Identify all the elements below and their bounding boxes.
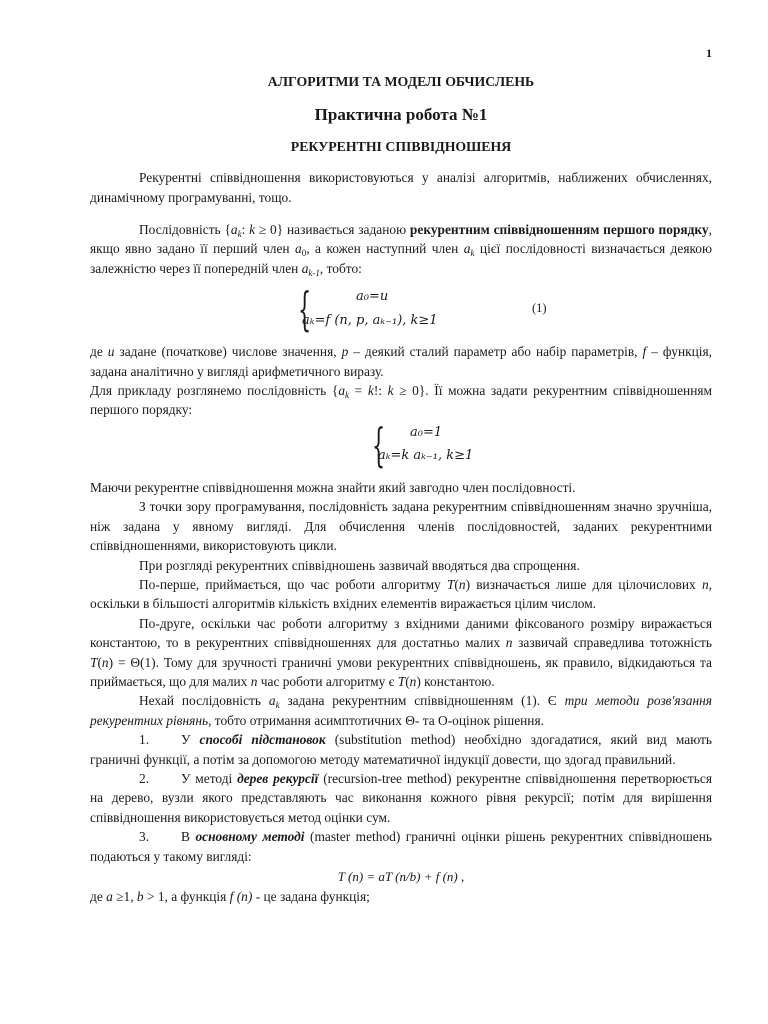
paragraph-three-methods: Нехай послідовність $a_k$ задана рекурентним співвідношенням (1). Є три методи розв'язання рекурентних рівнянь, тобто отримання асимптотичних Θ- та О-оцінок рішення. [90,693,712,728]
master-formula: T (n) = aT (n/b) + f (n) , [337,869,465,884]
equation-1-number: (1) [532,301,547,316]
paragraph-example: Для прикладу розглянемо послідовність {$a_k = k$!: k ≥ 0}. Її можна задати рекурентним співвідношенням першого порядку: [90,383,713,418]
topic-title: РЕКУРЕНТНІ СПІВВІДНОШЕНЯ [290,138,512,154]
equation-factorial-line-1: a₀=1 [410,424,443,440]
equation-1 [90,284,712,338]
work-title: Практична робота №1 [314,105,488,125]
list-item-recursion-tree: 2. У методі дерев рекурсії (recursion-tree method) рекурентне співвідношення перетворюється на дерево, вузли якого представляють час виконання кожного рівня рекурсії; потім для вирішення співвідношення використовується метод оцінки сум. [90,770,712,825]
equation-factorial [90,417,712,472]
equation-1-line-1: a₀=u [356,289,389,305]
paragraph-programming: З точки зору програмування, послідовність задана рекурентним співвідношенням значно зручніша, ніж задана у явному вигляді. Для обчислення членів послідовностей, заданих рекурентними співвідношеннями, використовують цикли. [90,499,712,554]
left-brace: { [298,282,312,337]
document-body [90,72,712,907]
paragraph-first-simplification: По-перше, приймається, що час роботи алгоритму T(n) визначається лише для цілочислових n, оскільки в більшості алгоритмів кількість вхідних елементів виражається цілим числом. [90,576,712,612]
left-brace: { [372,417,386,472]
equation-1-line-2: aₖ=f (n, p, aₖ₋₁), k≥1 [302,313,438,329]
paragraph-simplifications: При розгляді рекурентних співвідношень зазвичай вводяться два спрощення. [139,557,580,573]
paragraph-master-conditions: де a ≥1, b > 1, а функція f (n) - це задана функція; [90,889,370,905]
page-number: 1 [706,46,712,60]
term-recurrence-first-order: рекурентним співвідношенням першого порядку [409,222,709,238]
paragraph-intro: Рекурентні співвідношення використовуються у аналізі алгоритмів, наближених обчисленнях, динамічному програмуванні, тощо. [90,170,712,205]
paragraph-definition: Послідовність {$a_k$: k ≥ 0} називається заданою рекурентним співвідношенням першого порядку, якщо явно задано її перший член $a_0$, а кожен наступний член $a_k$ цієї послідовності визначається деякою залежністю через її попередній член $a_{k-1}$, тобто: [90,222,712,278]
course-title: АЛГОРИТМИ ТА МОДЕЛІ ОБЧИСЛЕНЬ [267,74,535,89]
equation-factorial-line-2: aₖ=k aₖ₋₁, k≥1 [378,447,474,463]
list-item-master-method: 3. В основному методі (master method) граничні оцінки рішень рекурентних співвідношень подаються у такому вигляді: [90,829,712,864]
paragraph-parameters: де u задане (початкове) числове значення, p – деякий сталий параметр або набір параметрів, f – функція, задана аналітично у вигляді арифметичного виразу. [90,344,713,379]
paragraph-any-member: Маючи рекурентне співвідношення можна знайти який завгодно член послідовності. [90,479,576,495]
paragraph-second-simplification: По-друге, оскільки час роботи алгоритму з вхідними даними фіксованого розміру виражається константою, то в рекурентних співвідношеннях для достатньо малих n зазвичай справедлива тотожність T(n) = Θ(1). Тому для зручності граничні умови рекурентних співвідношень, як правило, відкидаються та приймається, що для малих n час роботи алгоритму є T(n) константою. [90,615,712,689]
list-item-substitution: 1. У способі підстановок (substitution method) необхідно здогадатися, який вид мають граничні функції, а потім за допомогою методу математичної індукції довести, що здогад правильний. [90,732,712,767]
